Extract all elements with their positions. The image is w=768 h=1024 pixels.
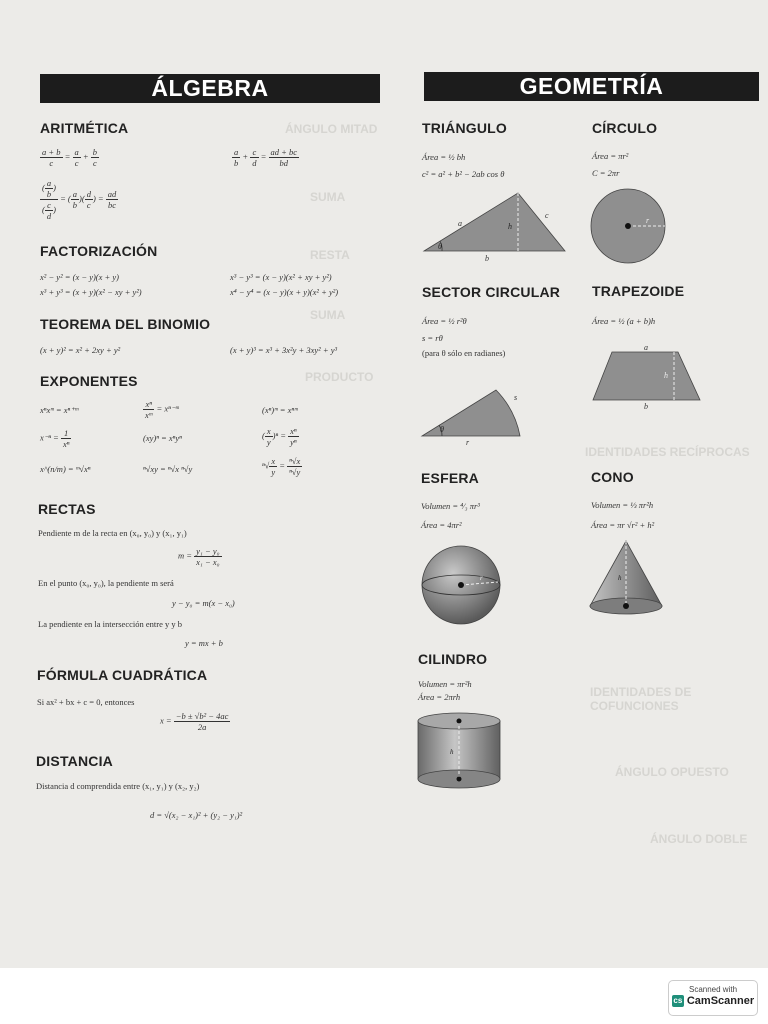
exp-formula: (xⁿ)ᵐ = xⁿᵐ [262,405,298,415]
rectas-text: En el punto (x₀, y₀), la pendiente m será [38,578,174,588]
sector-area: Área = ½ r²θ [422,316,467,326]
exp-formula: ⁿ√ $\frac{x}{y}$ = $\frac{\text{ⁿ√x}}{\text{ⁿ√y}}$ [262,456,301,477]
bleed-through-text: SUMA [310,308,346,322]
binomio-formula: (x + y)² = x² + 2xy + y² [40,345,121,355]
factorizacion-title: FACTORIZACIÓN [40,243,158,259]
bleed-through-text: ÁNGULO DOBLE [650,832,748,846]
arith-formula-2: $\frac{a}{b}$ + $\frac{c}{d}$ = $\frac{ad + bc}{bd}$ [234,147,298,168]
svg-text:b: b [644,402,648,411]
cuadratica-text: Si ax² + bx + c = 0, entonces [37,697,135,707]
svg-text:h: h [618,574,622,582]
factor-formula: x³ + y³ = (x + y)(x² − xy + y²) [40,287,142,297]
bleed-through-text: IDENTIDADES DE COFUNCIONES [590,685,692,713]
cono-area: Área = πr √r² + h² [591,520,655,530]
svg-text:r: r [480,574,483,582]
cilindro-title: CILINDRO [418,651,488,667]
rectas-text: Pendiente m de la recta en (x₀, y₀) y (x₁, y₁) [38,528,187,538]
triangulo-title: TRIÁNGULO [422,120,508,136]
trapezoid-diagram [590,342,705,412]
rectas-title: RECTAS [38,501,96,517]
cylinder-diagram [415,712,505,792]
triangulo-area: Área = ½ bh [422,152,466,162]
cono-title: CONO [591,469,634,485]
bleed-through-text: PRODUCTO [305,370,374,384]
circulo-perim: C = 2πr [592,168,620,178]
distancia-title: DISTANCIA [36,753,113,769]
bleed-through-text: RESTA [310,248,350,262]
binomio-title: TEOREMA DEL BINOMIO [40,316,211,332]
svg-text:r: r [646,216,650,225]
cilindro-area: Área = 2πrh [418,692,461,702]
bleed-through-text: IDENTIDADES RECÍPROCAS [585,445,750,459]
triangle-diagram [420,188,570,263]
watermark-line1: Scanned with [688,985,738,994]
arith-formula-3: ( $\frac{a}{b}$ ) ( $\frac{c}{d}$ ) = ( $\frac{a}{b}$ )( $\frac{d}{c}$ ) = $\frac{ad}{bc}$ [42,178,117,221]
geometria-header: GEOMETRÍA [424,72,759,101]
esfera-vol: Volumen = ⁴⁄₃ πr³ [421,501,480,511]
bleed-through-text: SUMA [310,190,346,204]
exp-formula: ( $\frac{x}{y}$ )ⁿ = $\frac{\text{xⁿ}}{\text{yⁿ}}$ [262,426,297,447]
cilindro-vol: Volumen = πr²h [418,679,472,689]
esfera-title: ESFERA [421,470,479,486]
circle-diagram [588,186,668,266]
svg-text:a: a [644,343,648,352]
circulo-area: Área = πr² [592,151,629,161]
sphere-diagram [418,544,504,626]
sector-note: (para θ sólo en radianes) [422,348,506,358]
algebra-header: ÁLGEBRA [40,74,380,103]
sector-title: SECTOR CIRCULAR [422,284,561,300]
exp-formula: ⁿ√xy = ⁿ√x ⁿ√y [143,464,193,474]
slope-formula: m = $\frac{\text{y₁ − y₀}}{\text{x₁ − x₀}}$ [178,546,220,567]
svg-text:s: s [514,393,518,402]
distancia-text: Distancia d comprendida entre (x₁, y₁) y (x₂, y₂) [36,781,200,791]
bleed-through-text: ÁNGULO OPUESTO [615,765,729,779]
cuadratica-title: FÓRMULA CUADRÁTICA [37,667,208,683]
sector-arc: s = rθ [422,333,443,343]
trapezoide-area: Área = ½ (a + b)h [592,316,656,326]
point-slope-formula: y − y₀ = m(x − x₀) [172,598,235,608]
slope-intercept-formula: y = mx + b [185,638,223,648]
binomio-formula: (x + y)³ = x³ + 3x²y + 3xy² + y³ [230,345,338,355]
quadratic-formula: x = $\frac{\text{−b ± √b² − 4ac}}{2a}$ [160,711,229,732]
exp-formula: x^(n/m) = ᵐ√xⁿ [40,464,91,474]
cono-vol: Volumen = ⅓ πr²h [591,500,654,510]
svg-text:b: b [485,254,489,263]
watermark-line2: CamScanner [686,995,755,1007]
exponentes-title: EXPONENTES [40,373,138,389]
distance-formula: d = √(x₂ − x₁)² + (y₂ − y₁)² [150,810,243,820]
exp-formula: (xy)ⁿ = xⁿyⁿ [143,433,182,443]
triangulo-law: c² = a² + b² − 2ab cos θ [422,169,505,179]
rectas-text: La pendiente en la intersección entre y y b [38,619,182,629]
factor-formula: x⁴ − y⁴ = (x − y)(x + y)(x² + y²) [230,287,339,297]
cone-diagram [588,538,666,618]
exp-formula: x⁻ⁿ = $\frac{1}{\text{xⁿ}}$ [40,428,70,449]
svg-text:r: r [466,438,470,447]
bleed-through-text: ÁNGULO MITAD [285,122,378,136]
svg-text:θ: θ [438,242,442,251]
trapezoide-title: TRAPEZOIDE [592,283,685,299]
factor-formula: x² − y² = (x − y)(x + y) [40,272,119,282]
svg-text:h: h [450,748,454,756]
factor-formula: x³ − y³ = (x − y)(x² + xy + y²) [230,272,332,282]
svg-text:c: c [545,211,549,220]
svg-text:h: h [508,222,512,231]
svg-text:h: h [664,371,668,380]
esfera-area: Área = 4πr² [421,520,462,530]
sector-diagram [418,388,528,448]
svg-text:θ: θ [440,425,444,434]
camscanner-logo-icon: cs [673,996,683,1005]
arith-formula-1: $\frac{a + b}{c}$ = $\frac{a}{c}$ + $\frac{b}{c}$ [42,147,97,168]
circulo-title: CÍRCULO [592,120,658,136]
camscanner-watermark [668,980,758,1016]
exp-formula: $\frac{\text{xⁿ}}{\text{xᵐ}}$ = xⁿ⁻ᵐ [145,399,179,420]
aritmetica-title: ARITMÉTICA [40,120,129,136]
exp-formula: xⁿxᵐ = xⁿ⁺ᵐ [40,405,79,415]
svg-text:a: a [458,219,462,228]
